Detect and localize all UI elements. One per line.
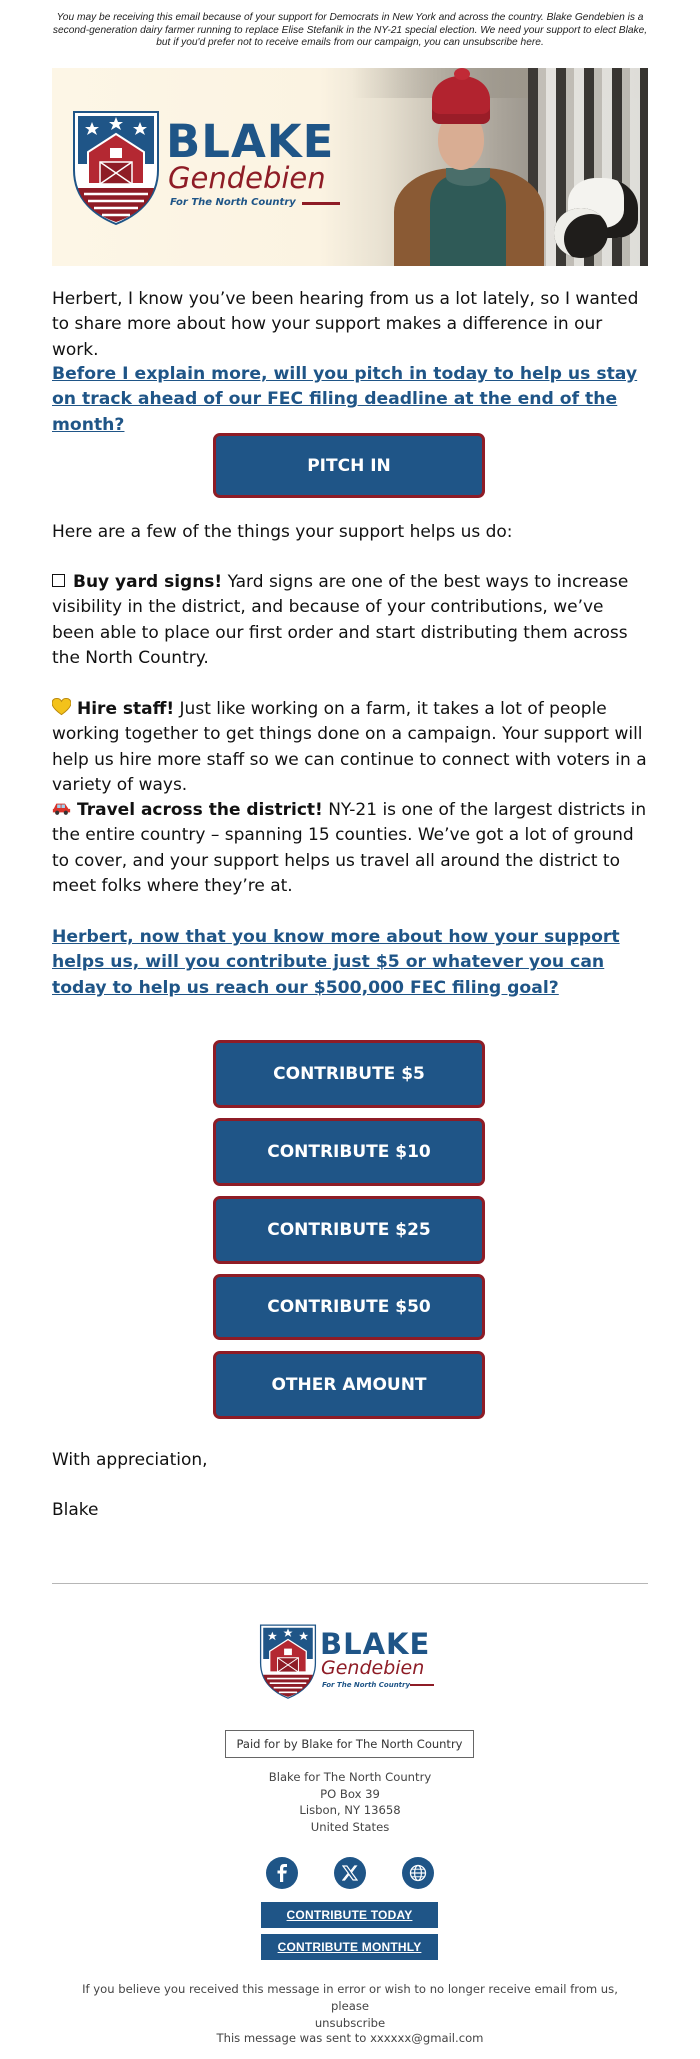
candidate-photo bbox=[386, 68, 556, 266]
footer-logo bbox=[258, 1622, 448, 1700]
x-icon bbox=[342, 1865, 358, 1881]
checkbox-icon bbox=[52, 574, 65, 587]
unsubscribe-notice-text: If you believe you received this message in error or wish to no longer receive email from us, please bbox=[82, 1982, 618, 2013]
ask-link-2-text[interactable]: Herbert, now that you know more about how your support helps us, will you contribute just $5 or whatever you can today to help us reach our $500,000 FEC filing goal? bbox=[52, 927, 620, 998]
list-item-title: Travel across the district! bbox=[77, 800, 323, 820]
logo-tagline: For The North Country bbox=[170, 197, 296, 208]
contribute-10-button[interactable]: CONTRIBUTE $10 bbox=[213, 1118, 485, 1186]
ask-link-1[interactable] bbox=[52, 362, 648, 438]
website-link[interactable] bbox=[402, 1857, 434, 1889]
yellow-heart-icon bbox=[52, 698, 71, 716]
car-icon bbox=[52, 799, 71, 817]
address-line: United States bbox=[310, 1820, 390, 1835]
unsubscribe-notice bbox=[70, 1981, 630, 2032]
signature: Blake bbox=[52, 1500, 99, 1520]
ask-link-2[interactable] bbox=[52, 925, 648, 1001]
pitch-in-button[interactable]: PITCH IN bbox=[213, 433, 485, 498]
other-amount-button[interactable]: OTHER AMOUNT bbox=[213, 1351, 485, 1419]
campaign-logo bbox=[70, 108, 370, 226]
barn-shield-icon bbox=[258, 1622, 318, 1700]
list-item-yard-signs bbox=[52, 570, 648, 671]
sent-to-notice: This message was sent to xxxxxx@gmail.com bbox=[216, 2031, 484, 2045]
list-item-text: Just like working on a farm, it takes a lot of people working together to get things done on a campaign. Your support will help us hire more staff so we can continue to connect with voters in a variety of ways. bbox=[52, 699, 647, 795]
contribute-50-button[interactable]: CONTRIBUTE $50 bbox=[213, 1274, 485, 1340]
list-item-title: Hire staff! bbox=[77, 699, 175, 719]
logo-tagline-bar bbox=[410, 1684, 434, 1686]
facebook-icon bbox=[274, 1864, 290, 1882]
footer-divider bbox=[52, 1583, 648, 1584]
contribute-5-button[interactable]: CONTRIBUTE $5 bbox=[213, 1040, 485, 1108]
contribute-25-button[interactable]: CONTRIBUTE $25 bbox=[213, 1196, 485, 1264]
unsubscribe-disclaimer[interactable]: You may be receiving this email because of your support for Democrats in New York and across the country. Blake Gendebien is a second-generation dairy farmer running to replace Elise Stefanik in the NY-21 special election. We need your support to elect Blake, but if you'd prefer not to receive emails from our campaign, you can unsubscribe here. bbox=[52, 12, 648, 49]
signoff: With appreciation, bbox=[52, 1450, 208, 1470]
website-icon bbox=[409, 1864, 427, 1882]
list-item-title: Buy yard signs! bbox=[73, 572, 223, 592]
intro-paragraph: Herbert, I know you’ve been hearing from us a lot lately, so I wanted to share more about how your support makes a difference in our work. bbox=[52, 289, 639, 360]
x-link[interactable] bbox=[334, 1857, 366, 1889]
list-item-text: NY-21 is one of the largest districts in the entire country – spanning 15 counties. We’ve got a lot of ground to cover, and your support helps us travel all around the district to meet folks where they’re at. bbox=[52, 800, 647, 896]
logo-name-last: Gendebien bbox=[168, 161, 326, 195]
address-line: Blake for The North Country bbox=[268, 1770, 432, 1784]
contribute-monthly-button[interactable]: CONTRIBUTE MONTHLY bbox=[261, 1934, 438, 1960]
logo-name-last: Gendebien bbox=[321, 1657, 425, 1679]
ask-link-1-text[interactable]: Before I explain more, will you pitch in today to help us stay on track ahead of our FEC filing deadline at the end of the month? bbox=[52, 364, 638, 435]
barn-shield-icon bbox=[70, 108, 162, 226]
hero-banner bbox=[52, 68, 648, 266]
list-item-hire-staff bbox=[52, 697, 648, 798]
mailing-address bbox=[150, 1769, 550, 1836]
logo-tagline-bar bbox=[302, 202, 340, 205]
paid-for-box: Paid for by Blake for The North Country bbox=[225, 1730, 474, 1758]
logo-name-first: BLAKE bbox=[320, 1627, 431, 1661]
list-intro: Here are a few of the things your support helps us do: bbox=[52, 522, 513, 542]
unsubscribe-link[interactable]: unsubscribe bbox=[314, 2016, 386, 2030]
list-item-travel bbox=[52, 798, 648, 899]
list-item-text: Yard signs are one of the best ways to increase visibility in the district, and because of your contributions, we’ve been able to place our first order and start distributing them across the North Country. bbox=[52, 572, 629, 668]
contribute-today-button[interactable]: CONTRIBUTE TODAY bbox=[261, 1902, 438, 1928]
cow-shape bbox=[554, 208, 608, 258]
facebook-link[interactable] bbox=[266, 1857, 298, 1889]
address-line: Lisbon, NY 13658 bbox=[299, 1803, 401, 1818]
address-line: PO Box 39 bbox=[320, 1786, 380, 1801]
logo-name-first: BLAKE bbox=[166, 115, 335, 168]
logo-tagline: For The North Country bbox=[322, 1681, 411, 1689]
